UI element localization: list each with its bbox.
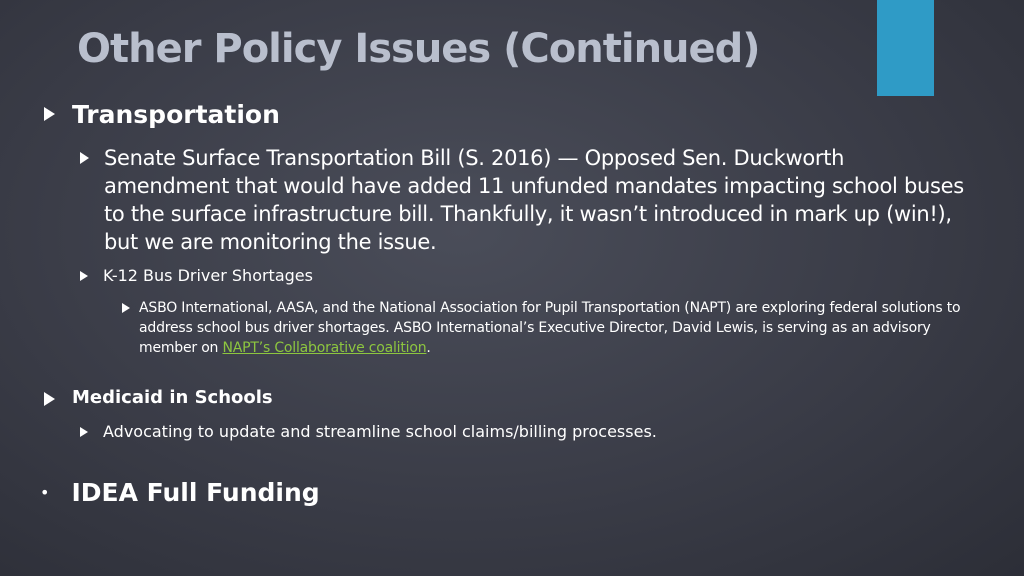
medicaid-bullet xyxy=(44,386,273,410)
asbo-text-end: . xyxy=(426,340,431,356)
bus-driver-shortage-text: K-12 Bus Driver Shortages xyxy=(103,266,313,285)
triangle-bullet-icon xyxy=(80,427,88,437)
medicaid-item-bullet xyxy=(80,421,953,443)
asbo-bullet xyxy=(122,298,989,358)
triangle-bullet-icon xyxy=(122,303,130,313)
triangle-bullet-icon xyxy=(80,152,89,164)
triangle-bullet-icon xyxy=(80,271,88,281)
transportation-bullet xyxy=(44,100,280,130)
dot-bullet-icon: • xyxy=(40,483,50,502)
asbo-text xyxy=(139,298,989,358)
napt-coalition-link[interactable]: NAPT’s Collaborative coalition xyxy=(222,340,427,356)
triangle-bullet-icon xyxy=(44,392,55,406)
slide-title: Other Policy Issues (Continued) xyxy=(77,26,760,72)
idea-bullet xyxy=(40,478,320,508)
bus-driver-shortage-bullet xyxy=(80,265,953,287)
transportation-heading: Transportation xyxy=(72,100,280,129)
surface-transportation-text: Senate Surface Transportation Bill (S. 2016) — Opposed Sen. Duckworth amendment that would have added 11 unfunded mandates impacting school buses to the surface infrastructure bill. Thankfully, it wasn’t introduced in mark up (win!), but we are monitoring the issue. xyxy=(104,146,964,254)
surface-transportation-bullet xyxy=(80,144,974,256)
medicaid-item-text: Advocating to update and streamline school claims/billing processes. xyxy=(103,422,657,441)
accent-bar xyxy=(877,0,934,96)
medicaid-heading: Medicaid in Schools xyxy=(72,387,273,408)
idea-heading: IDEA Full Funding xyxy=(71,478,320,507)
triangle-bullet-icon xyxy=(44,107,55,121)
asbo-text-body: ASBO International, AASA, and the National Association for Pupil Transportation (NAPT) are exploring federal solutions to address school bus driver shortages. ASBO International’s Executive Director, David Lewis, is serving as an advisory member on xyxy=(139,300,961,356)
